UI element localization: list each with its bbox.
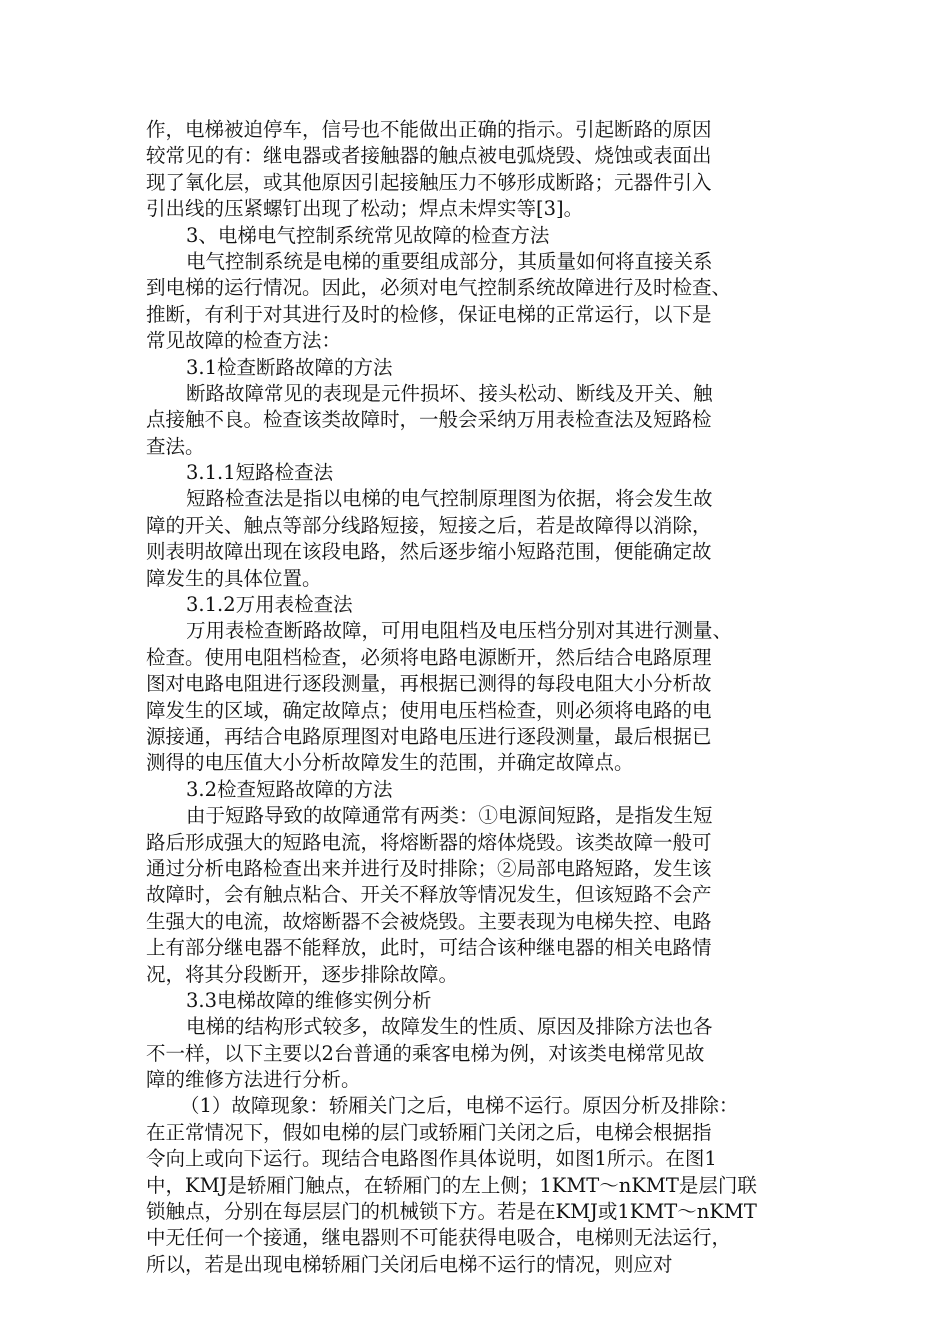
- section-heading: 3.1检查断路故障的方法: [186, 355, 393, 379]
- text-line: 现了氧化层，或其他原因引起接触压力不够形成断路；元器件引入: [146, 170, 712, 194]
- text-line: 故障时，会有触点粘合、开关不释放等情况发生，但该短路不会产: [146, 883, 712, 907]
- section-heading: 3.2检查短路故障的方法: [186, 777, 393, 801]
- text-line: 上有部分继电器不能释放，此时，可结合该种继电器的相关电路情: [146, 936, 712, 960]
- text-line: 通过分析电路检查出来并进行及时排除；②局部电路短路，发生该: [146, 856, 712, 880]
- text-line: 障的开关、触点等部分线路短接，短接之后，若是故障得以消除，: [146, 513, 712, 537]
- text-line: 推断，有利于对其进行及时的检修，保证电梯的正常运行，以下是: [146, 302, 712, 326]
- text-line: 生强大的电流，故熔断器不会被烧毁。主要表现为电梯失控、电路: [146, 909, 712, 933]
- text-line: 源接通，再结合电路原理图对电路电压进行逐段测量，最后根据已: [146, 724, 712, 748]
- text-line: 图对电路电阻进行逐段测量，再根据已测得的每段电阻大小分析故: [146, 672, 712, 696]
- text-line: 常见故障的检查方法：: [146, 329, 342, 353]
- text-line: 则表明故障出现在该段电路，然后逐步缩小短路范围，便能确定故: [146, 540, 712, 564]
- text-line: 检查。使用电阻档检查，必须将电路电源断开，然后结合电路原理: [146, 645, 712, 669]
- text-line: 在正常情况下，假如电梯的层门或轿厢门关闭之后，电梯会根据指: [146, 1120, 712, 1144]
- text-line: 作，电梯被迫停车，信号也不能做出正确的指示。引起断路的原因: [146, 118, 712, 141]
- text-line: 引出线的压紧螺钉出现了松动；焊点未焊实等[3]。: [146, 197, 584, 221]
- text-line: 障发生的具体位置。: [146, 566, 322, 590]
- text-line: 万用表检查断路故障，可用电阻档及电压档分别对其进行测量、: [186, 619, 733, 643]
- text-line: 况，将其分段断开，逐步排除故障。: [146, 962, 459, 986]
- section-heading: 3、电梯电气控制系统常见故障的检查方法: [186, 223, 550, 247]
- text-line: 点接触不良。检查该类故障时，一般会采纳万用表检查法及短路检: [146, 408, 712, 432]
- text-line: 中无任何一个接通，继电器则不可能获得电吸合，电梯则无法运行，: [146, 1226, 732, 1250]
- text-line: 较常见的有：继电器或者接触器的触点被电弧烧毁、烧蚀或表面出: [146, 144, 712, 168]
- text-line: 到电梯的运行情况。因此，必须对电气控制系统故障进行及时检查、: [146, 276, 732, 300]
- text-line: 测得的电压值大小分析故障发生的范围，并确定故障点。: [146, 751, 634, 775]
- text-line: 所以，若是出现电梯轿厢门关闭后电梯不运行的情况，则应对: [146, 1252, 673, 1276]
- text-line: 令向上或向下运行。现结合电路图作具体说明，如图1所示。在图1: [146, 1147, 717, 1171]
- document-page: [146, 117, 806, 1278]
- text-line: 查法。: [146, 434, 205, 458]
- text-line: 短路检查法是指以电梯的电气控制原理图为依据，将会发生故: [186, 487, 713, 511]
- text-line: 路后形成强大的短路电流，将熔断器的熔体烧毁。该类故障一般可: [146, 830, 712, 854]
- section-heading: 3.1.1短路检查法: [186, 461, 334, 485]
- text-line: （1）故障现象：轿厢关门之后，电梯不运行。原因分析及排除：: [180, 1094, 739, 1118]
- text-line: 由于短路导致的故障通常有两类：①电源间短路，是指发生短: [186, 804, 713, 828]
- section-heading: 3.1.2万用表检查法: [186, 593, 353, 617]
- text-line: 中，KMJ是轿厢门触点，在轿厢门的左上侧；1KMT～nKMT是层门联: [146, 1173, 757, 1197]
- text-line: 锁触点，分别在每层层门的机械锁下方。若是在KMJ或1KMT～nKMT: [146, 1200, 757, 1224]
- text-line: 障发生的区域，确定故障点；使用电压档检查，则必须将电路的电: [146, 698, 712, 722]
- section-heading: 3.3电梯故障的维修实例分析: [186, 988, 432, 1012]
- text-line: 不一样，以下主要以2台普通的乘客电梯为例，对该类电梯常见故: [146, 1041, 705, 1065]
- text-line: 电气控制系统是电梯的重要组成部分，其质量如何将直接关系: [186, 249, 713, 273]
- text-line: 障的维修方法进行分析。: [146, 1068, 361, 1092]
- text-line: 电梯的结构形式较多，故障发生的性质、原因及排除方法也各: [186, 1015, 713, 1039]
- text-line: 断路故障常见的表现是元件损坏、接头松动、断线及开关、触: [186, 381, 713, 405]
